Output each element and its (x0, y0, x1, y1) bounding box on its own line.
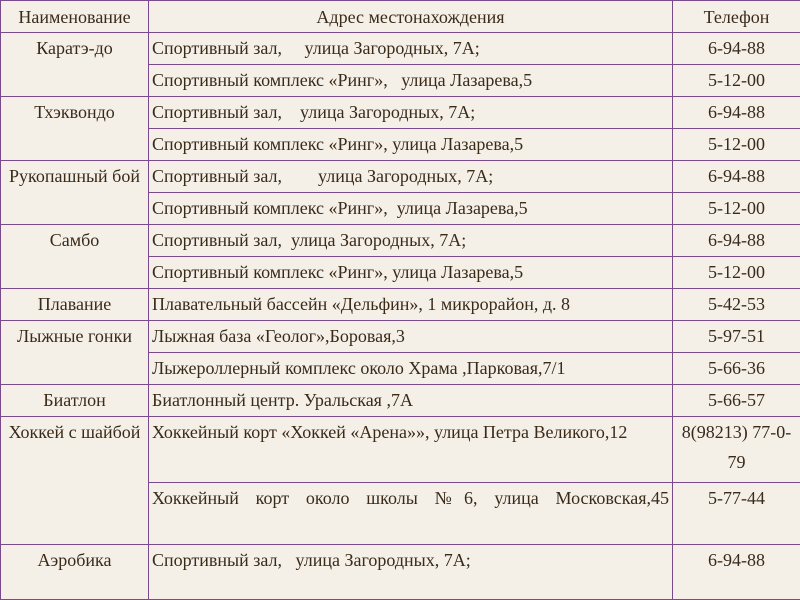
table-row (1, 321, 800, 353)
sport-name: Хоккей с шайбой (1, 417, 149, 545)
facility-address: Спортивный комплекс «Ринг», улица Лазарева,5 (149, 193, 673, 225)
facility-address: Спортивный зал, улица Загородных, 7А; (149, 225, 673, 257)
table-row (1, 385, 800, 417)
table-row (1, 97, 800, 129)
header-phone: Телефон (673, 1, 800, 33)
facility-phone: 5-42-53 (673, 289, 800, 321)
table-row (1, 225, 800, 257)
facility-address: Спортивный комплекс «Ринг», улица Лазарева,5 (149, 257, 673, 289)
facility-address: Спортивный зал, улица Загородных, 7А; (149, 97, 673, 129)
facility-address: Спортивный зал, улица Загородных, 7А; (149, 161, 673, 193)
sport-name: Каратэ-до (1, 33, 149, 97)
facility-address: Лыжная база «Геолог»,Боровая,3 (149, 321, 673, 353)
facility-phone: 6-94-88 (673, 545, 800, 600)
sport-name: Лыжные гонки (1, 321, 149, 385)
facility-phone: 6-94-88 (673, 161, 800, 193)
facility-phone: 5-97-51 (673, 321, 800, 353)
header-address: Адрес местонахождения (149, 1, 673, 33)
facility-address: Спортивный комплекс «Ринг», улица Лазарева,5 (149, 129, 673, 161)
facility-phone: 6-94-88 (673, 225, 800, 257)
facility-phone: 6-94-88 (673, 97, 800, 129)
table-row (1, 545, 800, 600)
sport-name: Рукопашный бой (1, 161, 149, 225)
table-row (1, 161, 800, 193)
facility-phone: 5-12-00 (673, 193, 800, 225)
facility-phone: 6-94-88 (673, 33, 800, 65)
facility-phone: 5-12-00 (673, 65, 800, 97)
facility-phone: 8(98213) 77-0-79 (673, 417, 800, 483)
facility-address: Лыжероллерный комплекс около Храма ,Парковая,7/1 (149, 353, 673, 385)
table-row (1, 417, 800, 483)
facility-phone: 5-66-36 (673, 353, 800, 385)
facility-phone: 5-12-00 (673, 129, 800, 161)
table-header-row (1, 1, 800, 33)
facility-address: Спортивный комплекс «Ринг», улица Лазарева,5 (149, 65, 673, 97)
sport-name: Плавание (1, 289, 149, 321)
facility-phone: 5-12-00 (673, 257, 800, 289)
facility-address: Хоккейный корт «Хоккей «Арена»», улица Петра Великого,12 (149, 417, 673, 483)
facility-address: Хоккейный корт около школы №6, улица Московская,45 (149, 483, 673, 545)
facility-phone: 5-66-57 (673, 385, 800, 417)
facility-address: Спортивный зал, улица Загородных, 7А; (149, 33, 673, 65)
table-row (1, 33, 800, 65)
header-name: Наименование (1, 1, 149, 33)
sport-name: Аэробика (1, 545, 149, 600)
facility-address: Биатлонный центр. Уральская ,7А (149, 385, 673, 417)
sport-name: Самбо (1, 225, 149, 289)
facility-address: Плавательный бассейн «Дельфин», 1 микрорайон, д. 8 (149, 289, 673, 321)
facility-phone: 5-77-44 (673, 483, 800, 545)
facility-address: Спортивный зал, улица Загородных, 7А; (149, 545, 673, 600)
sport-name: Биатлон (1, 385, 149, 417)
sport-name: Тхэквондо (1, 97, 149, 161)
table-row (1, 289, 800, 321)
